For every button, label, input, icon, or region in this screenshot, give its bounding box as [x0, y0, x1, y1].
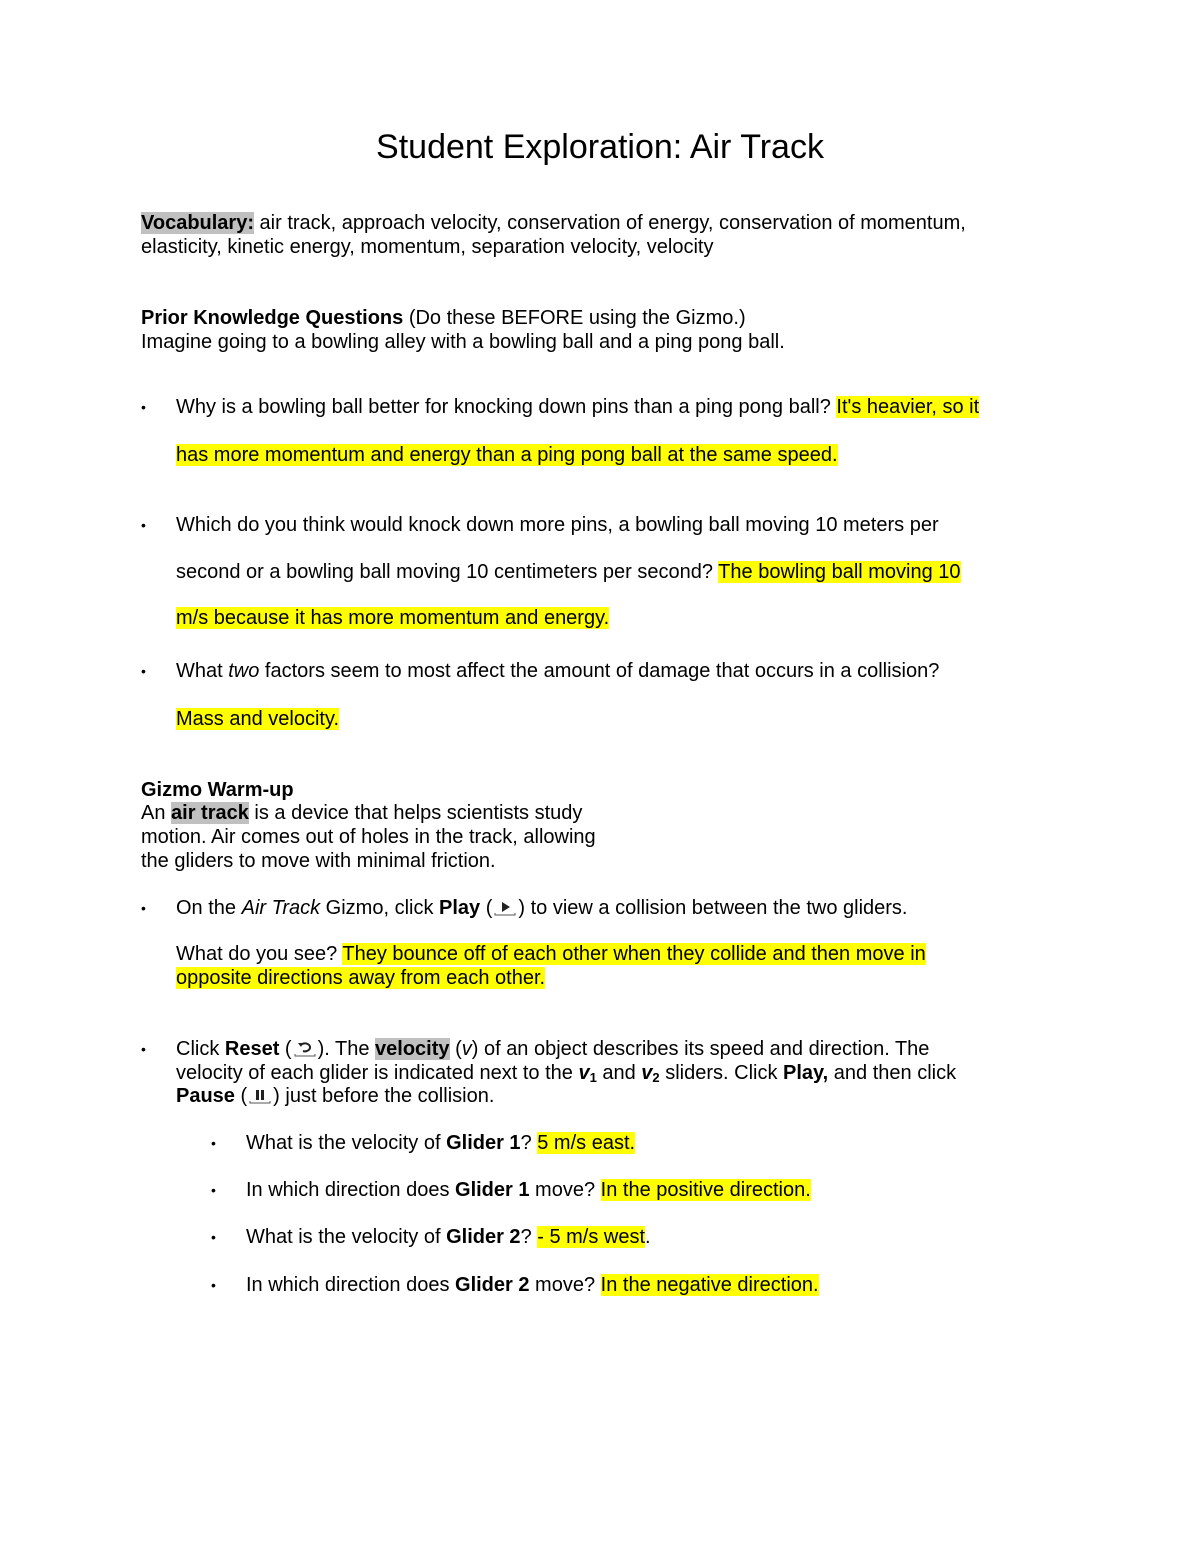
- reset-label: Reset: [224, 1038, 280, 1060]
- pause-icon: [247, 1085, 273, 1105]
- warmup-answer-1-line-2: opposite directions away from each other.: [176, 967, 546, 989]
- warmup-intro-line-2: motion. Air comes out of holes in the track, allowing: [141, 826, 596, 848]
- warmup-intro-line-1: An air track is a device that helps scientists study: [141, 802, 583, 824]
- pause-label: Pause: [176, 1085, 235, 1107]
- prior-knowledge-intro: Imagine going to a bowling alley with a bowling ball and a ping pong ball.: [141, 331, 785, 353]
- sub-question-1: What is the velocity of Glider 1? 5 m/s east.: [246, 1132, 636, 1154]
- prior-knowledge-heading-line: [141, 306, 746, 330]
- answer-1-line-2: has more momentum and energy than a ping pong ball at the same speed.: [176, 444, 838, 466]
- sub-answer-3: - 5 m/s west: [537, 1226, 646, 1248]
- velocity-term: velocity: [375, 1038, 450, 1060]
- vocabulary-line-2: elasticity, kinetic energy, momentum, separation velocity, velocity: [141, 236, 714, 258]
- question-3: What two factors seem to most affect the amount of damage that occurs in a collision?: [176, 660, 940, 682]
- warmup-step-2-line-2: velocity of each glider is indicated next to the $v_1$ and $v_2$ sliders. Click Play, and then click: [176, 1062, 957, 1085]
- warmup-answer-1-line-1: They bounce off of each other when they collide and then move in: [342, 943, 926, 965]
- sub-question-3: What is the velocity of Glider 2? - 5 m/s west.: [246, 1226, 651, 1248]
- bullet: •: [141, 900, 146, 916]
- sub-question-2: In which direction does Glider 1 move? In the positive direction.: [246, 1179, 811, 1201]
- prior-knowledge-note: (Do these BEFORE using the Gizmo.): [403, 307, 746, 329]
- bullet: •: [141, 1041, 146, 1057]
- bullet: •: [211, 1182, 216, 1198]
- answer-3: Mass and velocity.: [176, 708, 340, 730]
- bullet: •: [211, 1229, 216, 1245]
- play-label: Play: [439, 897, 481, 919]
- warmup-heading: Gizmo Warm-up: [141, 779, 294, 801]
- reset-icon: [292, 1038, 318, 1058]
- prior-knowledge-heading: Prior Knowledge Questions: [141, 307, 404, 329]
- play-icon: [492, 897, 518, 917]
- vocabulary-label: Vocabulary:: [141, 212, 254, 234]
- warmup-step-2-line-3: Pause ( ) just before the collision.: [176, 1085, 495, 1107]
- sub-answer-2: In the positive direction.: [600, 1179, 811, 1201]
- question-1-text: Why is a bowling ball better for knocking down pins than a ping pong ball?: [176, 396, 837, 418]
- answer-1-line-1: It's heavier, so it: [836, 396, 980, 418]
- warmup-step-1-question: What do you see? They bounce off of each other when they collide and then move in: [176, 943, 926, 965]
- sub-question-4: In which direction does Glider 2 move? In the negative direction.: [246, 1274, 819, 1296]
- bullet: •: [141, 517, 146, 533]
- answer-2-line-2: m/s because it has more momentum and energy.: [176, 607, 610, 629]
- sub-answer-1: 5 m/s east.: [537, 1132, 636, 1154]
- question-3-emphasis: two: [228, 660, 260, 682]
- warmup-step-1: On the Air Track Gizmo, click Play ( ) to view a collision between the two gliders.: [176, 897, 908, 919]
- bullet: •: [211, 1277, 216, 1293]
- answer-2-line-1: The bowling ball moving 10: [718, 561, 961, 583]
- question-1: [176, 395, 979, 419]
- vocabulary-terms: air track, approach velocity, conservation of energy, conservation of momentum,: [254, 212, 966, 234]
- sub-answer-4: In the negative direction.: [600, 1274, 819, 1296]
- bullet: •: [141, 399, 146, 415]
- play-label: Play,: [783, 1062, 829, 1084]
- vocabulary-line-1: [141, 211, 966, 235]
- warmup-step-2-line-1: Click Reset ( ). The velocity (v) of an object describes its speed and direction. The: [176, 1038, 930, 1060]
- question-2-line-2: second or a bowling ball moving 10 centimeters per second? The bowling ball moving 10: [176, 561, 961, 583]
- bullet: •: [141, 663, 146, 679]
- question-2-line-1: Which do you think would knock down more pins, a bowling ball moving 10 meters per: [176, 514, 939, 536]
- warmup-intro-line-3: the gliders to move with minimal friction.: [141, 850, 496, 872]
- bullet: •: [211, 1135, 216, 1151]
- air-track-term: air track: [171, 802, 249, 824]
- page-title: Student Exploration: Air Track: [376, 128, 824, 166]
